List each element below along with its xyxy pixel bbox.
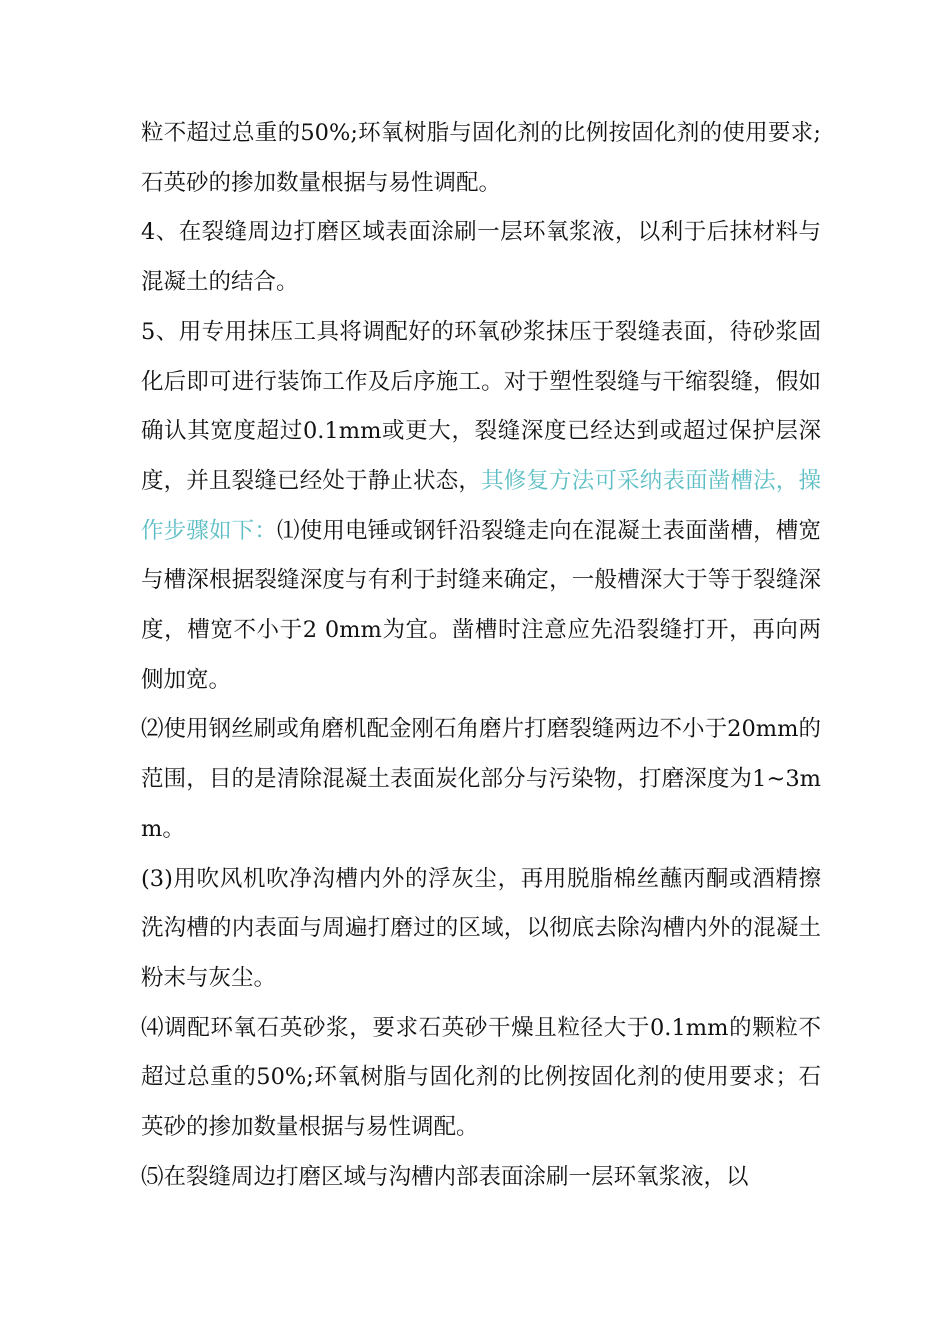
paragraph-text: ⑸在裂缝周边打磨区域与沟槽内部表面涂刷一层环氧浆液，以	[141, 1163, 749, 1190]
highlighted-text: 其修复方法可采纳表面凿槽法，操作步骤如下：	[141, 467, 821, 544]
paragraph-substep-2	[141, 705, 821, 854]
paragraph-text: 粒不超过总重的50%;环氧树脂与固化剂的比例按固化剂的使用要求;石英砂的掺加数量根据与易性调配。	[141, 120, 821, 196]
paragraph-epoxy-mix-requirements	[141, 109, 821, 208]
paragraph-text-before: 5、用专用抹压工具将调配好的环氧砂浆抹压于裂缝表面，待砂浆固化后即可进行装饰工作及后序施工。对于塑性裂缝与干缩裂缝，假如确认其宽度超过0.1mm或更大，裂缝深度已经达到或超过保护层深度，并且裂缝已经处于静止状态，	[141, 318, 821, 494]
paragraph-text: 4、在裂缝周边打磨区域表面涂刷一层环氧浆液，以利于后抹材料与混凝土的结合。	[141, 219, 821, 296]
paragraph-substep-3	[141, 855, 821, 1004]
paragraph-text: ⑷调配环氧石英砂浆，要求石英砂干燥且粒径大于0.1mm的颗粒不超过总重的50%;环氧树脂与固化剂的比例按固化剂的使用要求；石英砂的掺加数量根据与易性调配。	[141, 1014, 821, 1141]
paragraph-substep-5	[141, 1153, 821, 1203]
paragraph-substep-4	[141, 1004, 821, 1153]
paragraph-text: ⑵使用钢丝刷或角磨机配金刚石角磨片打磨裂缝两边不小于20mm的范围，目的是清除混凝土表面炭化部分与污染物，打磨深度为1~3mm。	[141, 716, 821, 842]
paragraph-text: (3)用吹风机吹净沟槽内外的浮灰尘，再用脱脂棉丝蘸丙酮或酒精擦洗沟槽的内表面与周遍打磨过的区域，以彻底去除沟槽内外的混凝土粉末与灰尘。	[141, 865, 821, 991]
paragraph-step-4	[141, 208, 821, 307]
paragraph-step-5	[141, 308, 821, 706]
paragraph-text-after: ⑴使用电锤或钢钎沿裂缝走向在混凝土表面凿槽，槽宽与槽深根据裂缝深度与有利于封缝来确定，一般槽深大于等于裂缝深度，槽宽不小于2 0mm为宜。凿槽时注意应先沿裂缝打开，再向两侧加宽。	[141, 517, 821, 693]
document-body	[141, 109, 821, 1202]
